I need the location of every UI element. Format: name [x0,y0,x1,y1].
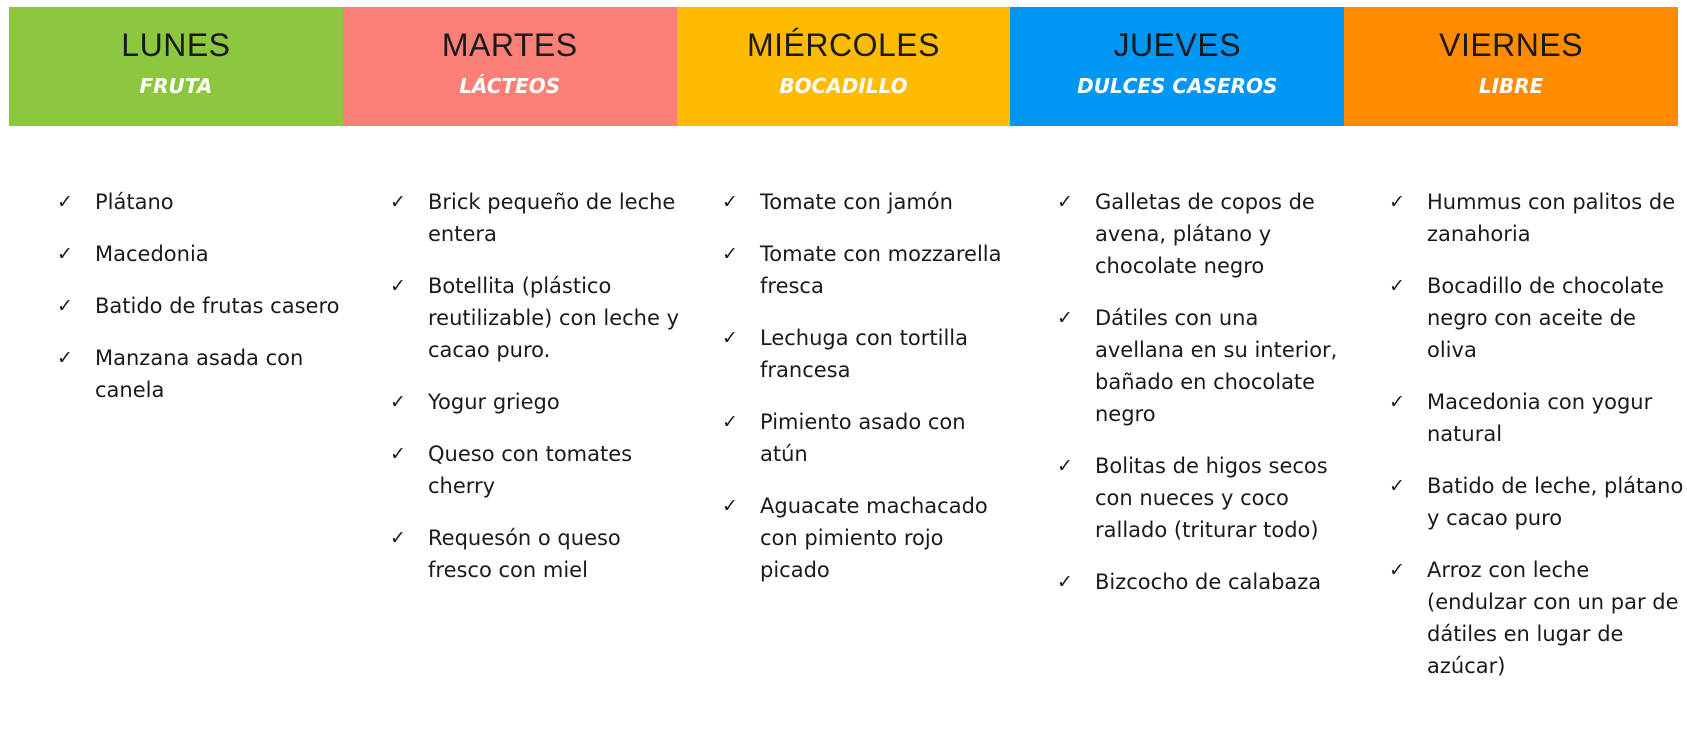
list-item-text: Tomate con mozzarella fresca [760,242,1002,298]
day-name: VIERNES [1439,27,1584,63]
day-theme: LIBRE [1478,74,1544,98]
list-item-text: Yogur griego [428,390,560,414]
list-item-text: Macedonia con yogur natural [1427,390,1653,446]
checkmark-icon: ✓ [57,191,73,213]
snack-list-viernes [1389,186,1685,702]
list-item-text: Hummus con palitos de zanahoria [1427,190,1676,246]
snack-list-miercoles [722,186,1018,606]
list-item [722,406,1018,470]
snack-list-martes [390,186,686,606]
list-item [1389,470,1685,534]
checkmark-icon: ✓ [1389,559,1405,581]
list-item-text: Tomate con jamón [760,190,953,214]
list-item [1389,270,1685,366]
list-item-text: Dátiles con una avellana en su interior, bañado en chocolate negro [1095,306,1338,426]
checkmark-icon: ✓ [722,411,738,433]
list-item [390,522,686,586]
list-item-text: Bolitas de higos secos con nueces y coco rallado (triturar todo) [1095,454,1328,542]
list-item [57,238,353,270]
list-item [1057,566,1353,598]
day-header-viernes [1344,7,1678,126]
list-item [390,386,686,418]
list-item [722,322,1018,386]
list-item [390,186,686,250]
list-item-text: Brick pequeño de leche entera [428,190,676,246]
list-item-text: Requesón o queso fresco con miel [428,526,621,582]
list-item-text: Lechuga con tortilla francesa [760,326,968,382]
list-item [57,186,353,218]
list-item-text: Batido de leche, plátano y cacao puro [1427,474,1684,530]
checkmark-icon: ✓ [57,347,73,369]
checkmark-icon: ✓ [1057,455,1073,477]
checkmark-icon: ✓ [1057,191,1073,213]
day-name: LUNES [121,27,231,63]
checkmark-icon: ✓ [390,391,406,413]
list-item-text: Batido de frutas casero [95,294,340,318]
checkmark-icon: ✓ [722,327,738,349]
day-name: MIÉRCOLES [747,27,940,63]
day-header-martes [343,7,677,126]
day-theme: DULCES CASEROS [1077,74,1278,98]
list-item [57,290,353,322]
list-item-text: Arroz con leche (endulzar con un par de dátiles en lugar de azúcar) [1427,558,1679,678]
list-item-text: Pimiento asado con atún [760,410,966,466]
list-item [1057,186,1353,282]
day-header-lunes [9,7,343,126]
checkmark-icon: ✓ [390,527,406,549]
checkmark-icon: ✓ [57,295,73,317]
day-name: MARTES [441,27,578,63]
checkmark-icon: ✓ [57,243,73,265]
list-item [722,490,1018,586]
checkmark-icon: ✓ [1389,391,1405,413]
day-theme: BOCADILLO [779,74,908,98]
checkmark-icon: ✓ [722,243,738,265]
list-item-text: Queso con tomates cherry [428,442,633,498]
list-item [1389,186,1685,250]
snack-columns [0,186,1687,746]
day-name: JUEVES [1113,27,1242,63]
list-item-text: Galletas de copos de avena, plátano y chocolate negro [1095,190,1315,278]
list-item [1057,450,1353,546]
checkmark-icon: ✓ [390,275,406,297]
list-item [722,186,1018,218]
checkmark-icon: ✓ [1389,191,1405,213]
checkmark-icon: ✓ [722,191,738,213]
list-item [1389,386,1685,450]
list-item-text: Plátano [95,190,174,214]
checkmark-icon: ✓ [1057,571,1073,593]
checkmark-icon: ✓ [390,191,406,213]
checkmark-icon: ✓ [390,443,406,465]
checkmark-icon: ✓ [1389,475,1405,497]
weekday-header-row [9,7,1678,126]
list-item [57,342,353,406]
list-item [390,270,686,366]
list-item-text: Bocadillo de chocolate negro con aceite de oliva [1427,274,1664,362]
day-theme: LÁCTEOS [459,74,561,98]
checkmark-icon: ✓ [1389,275,1405,297]
day-theme: FRUTA [139,74,213,98]
day-header-jueves [1010,7,1344,126]
list-item-text: Manzana asada con canela [95,346,304,402]
list-item [1057,302,1353,430]
day-header-miercoles [677,7,1011,126]
checkmark-icon: ✓ [1057,307,1073,329]
list-item [390,438,686,502]
list-item-text: Bizcocho de calabaza [1095,570,1322,594]
snack-list-lunes [57,186,353,426]
list-item [1389,554,1685,682]
list-item [722,238,1018,302]
snack-list-jueves [1057,186,1353,618]
checkmark-icon: ✓ [722,495,738,517]
list-item-text: Botellita (plástico reutilizable) con leche y cacao puro. [428,274,679,362]
list-item-text: Aguacate machacado con pimiento rojo picado [760,494,988,582]
list-item-text: Macedonia [95,242,209,266]
